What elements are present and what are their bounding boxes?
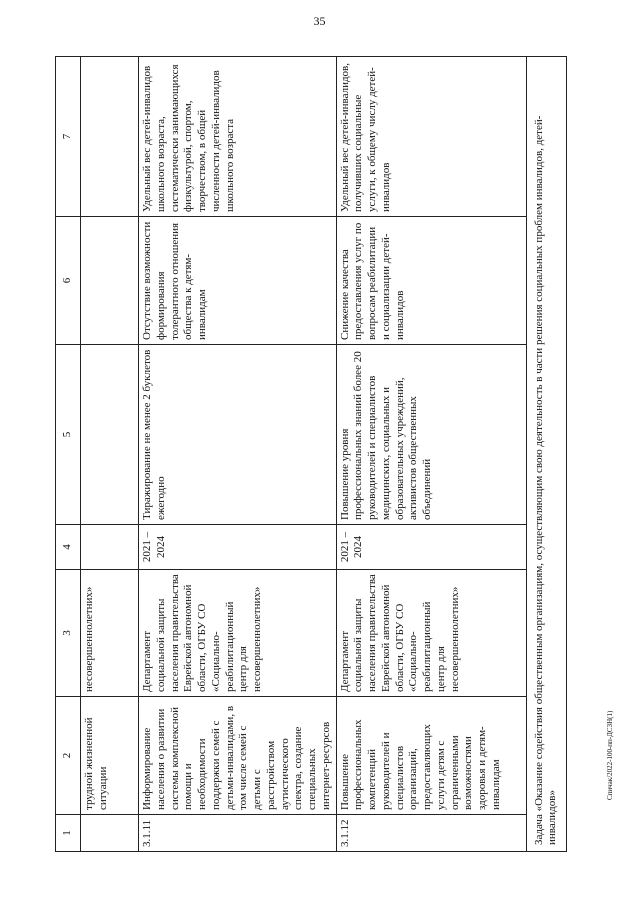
cell-number: 3.1.11 bbox=[139, 815, 337, 852]
table-row bbox=[139, 57, 337, 852]
cell-number bbox=[81, 815, 139, 852]
cell-indicator: Удельный вес детей-инвалидов, получивших социальные услуги, к общему числу детей-инвалидов bbox=[336, 57, 526, 217]
header-row bbox=[56, 57, 81, 852]
cell-measure: Информирование населения о развитии системы комплексной помощи и необходимости поддержки семей с детьми-инвалидами, в том числе семей с детьми с расстройством аутистического спектра, создание специальных интернет-ресурсов bbox=[139, 697, 337, 815]
cell-result: Тиражирование не менее 2 буклетов ежегодно bbox=[139, 345, 337, 525]
cell-period: 2021 – 2024 bbox=[139, 525, 337, 570]
program-table bbox=[55, 56, 567, 852]
page-number: 35 bbox=[313, 14, 326, 28]
cell-consequences bbox=[81, 217, 139, 345]
footer-code: Спичак/2022-100-пп-ДСЗН(1) bbox=[606, 710, 614, 800]
task-cell: Задача «Оказание содействия общественным организациям, осуществляющим свою деятельность в части решения социальных проблем инвалидов, детей-инвалидов» bbox=[526, 57, 567, 852]
header-cell-7: 7 bbox=[56, 57, 81, 217]
header-cell-1: 1 bbox=[56, 815, 81, 852]
cell-indicator: Удельный вес детей-инвалидов школьного возраста, систематически занимающихся физкультурой, спортом, творчеством, в общей численности детей-инвалидов школьного возраста bbox=[139, 57, 337, 217]
cell-period bbox=[81, 525, 139, 570]
header-cell-4: 4 bbox=[56, 525, 81, 570]
rotated-table-container bbox=[55, 57, 566, 852]
header-cell-3: 3 bbox=[56, 570, 81, 697]
cell-executor: Департамент социальной защиты населения правительства Еврейской автономной области, ОГБУ СО «Социально-реабилитационный центр для несовершеннолетних» bbox=[336, 570, 526, 697]
header-cell-6: 6 bbox=[56, 217, 81, 345]
cell-measure: Повышение профессиональных компетенций руководителей и специалистов организаций, предоставляющих услуги детям с ограниченными возможностями здоровья и детям-инвалидам bbox=[336, 697, 526, 815]
cell-result bbox=[81, 345, 139, 525]
table-row bbox=[81, 57, 139, 852]
cell-number: 3.1.12 bbox=[336, 815, 526, 852]
header-cell-2: 2 bbox=[56, 697, 81, 815]
cell-period: 2021 – 2024 bbox=[336, 525, 526, 570]
header-cell-5: 5 bbox=[56, 345, 81, 525]
cell-indicator bbox=[81, 57, 139, 217]
cell-measure: трудной жизненной ситуации bbox=[81, 697, 139, 815]
cell-result: Повышение уровня профессиональных знаний более 20 руководителей и специалистов медицинских, социальных и образовательных учреждений, активистов общественных объединений bbox=[336, 345, 526, 525]
table-row bbox=[336, 57, 526, 852]
cell-consequences: Снижение качества предоставления услуг по вопросам реабилитации и социализации детей-инвалидов bbox=[336, 217, 526, 345]
task-row bbox=[526, 57, 567, 852]
cell-executor: Департамент социальной защиты населения правительства Еврейской автономной области, ОГБУ СО «Социально-реабилитационный центр для несовершеннолетних» bbox=[139, 570, 337, 697]
cell-executor: несовершеннолетних» bbox=[81, 570, 139, 697]
cell-consequences: Отсутствие возможности формирования толерантного отношения общества к детям-инвалидам bbox=[139, 217, 337, 345]
